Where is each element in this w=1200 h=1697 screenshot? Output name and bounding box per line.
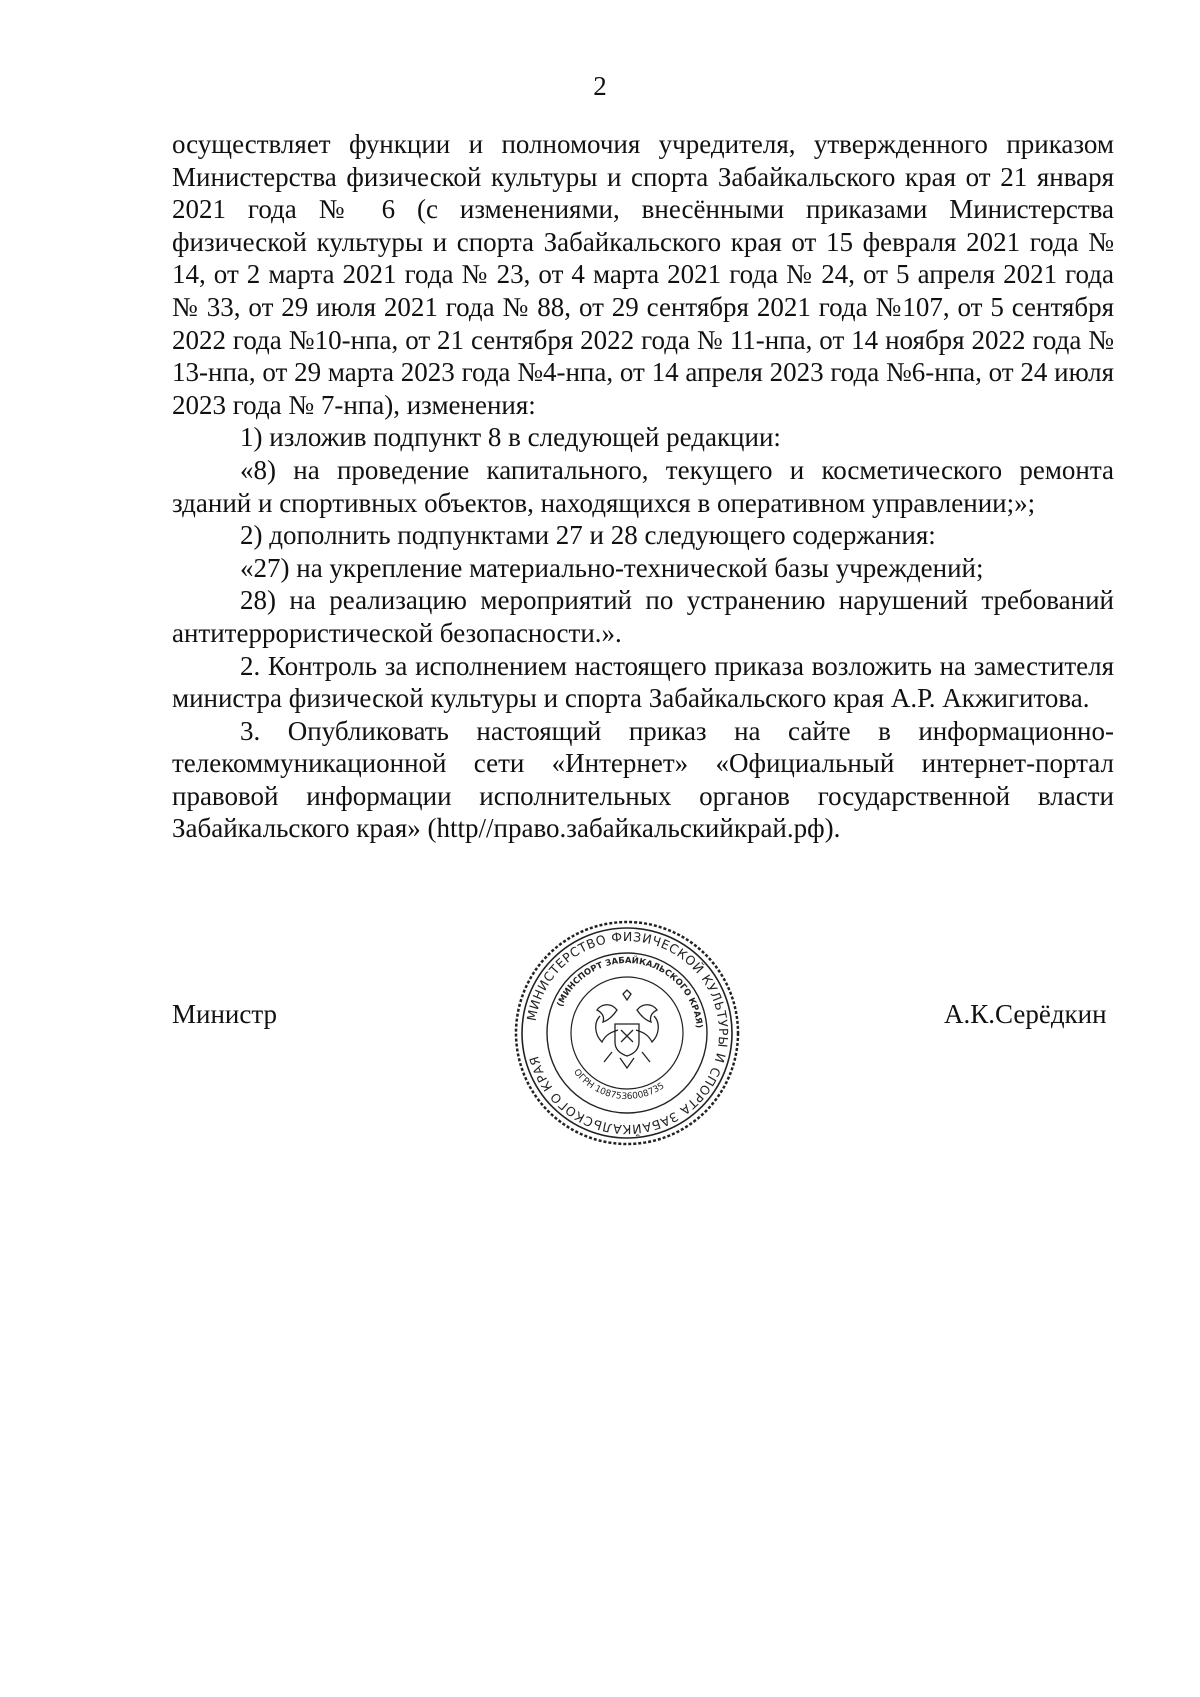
paragraph-point-3: 3. Опубликовать настоящий приказ на сайте в информационно-телекоммуникационной сети «Интернет» «Официальный интернет-портал правовой информации исполнительных органов государственной власти Забайкальского края» (http//право.забайкальскийкрай.рф).	[172, 715, 1114, 844]
paragraph-intro: осуществляет функции и полномочия учредителя, утвержденного приказом Министерства физической культуры и спорта Забайкальского края от 21 января 2021 года № 6 (с изменениями, внесёнными приказами Министерства физической культуры и спорта Забайкальского края от 15 февраля 2021 года № 14, от 2 марта 2021 года № 23, от 4 марта 2021 года № 24, от 5 апреля 2021 года № 33, от 29 июля 2021 года № 88, от 29 сентября 2021 года №107, от 5 сентября 2022 года №10-нпа, от 21 сентября 2022 года № 11-нпа, от 14 ноября 2022 года № 13-нпа, от 29 марта 2023 года №4-нпа, от 14 апреля 2023 года №6-нпа, от 24 июля 2023 года № 7-нпа), изменения:	[172, 129, 1114, 420]
seal-ogrn-text: ОГРН 1087536008735	[571, 1067, 667, 1103]
paragraph-item-1: 1) изложив подпункт 8 в следующей редакции:	[240, 422, 781, 453]
seal-rings	[516, 922, 738, 1144]
paragraph-point-2: 2. Контроль за исполнением настоящего приказа возложить на заместителя министра физической культуры и спорта Забайкальского края А.Р. Акжигитова.	[172, 650, 1114, 714]
seal-outer-text: МИНИСТЕРСТВО ФИЗИЧЕСКОЙ КУЛЬТУРЫ И СПОРТА ЗАБАЙКАЛЬСКОГО КРАЯ	[523, 928, 732, 1138]
page-number: 2	[593, 71, 607, 101]
signatory-name: А.К.Серёдкин	[944, 999, 1107, 1029]
coat-of-arms-icon	[596, 990, 659, 1068]
paragraph-subitem-28: 28) на реализацию мероприятий по устранению нарушений требований антитеррористической безопасности.».	[172, 585, 1114, 648]
paragraph-subitem-27: «27) на укрепление материально-технической базы учреждений;	[240, 552, 984, 583]
paragraph-subitem-8: «8) на проведение капитального, текущего и косметического ремонта зданий и спортивных объектов, находящихся в оперативном управлении;»;	[172, 454, 1114, 518]
signatory-position: Министр	[172, 999, 277, 1029]
seal-inner-text: (МИНСПОРТ ЗАБАЙКАЛЬСКОГО КРАЯ)	[555, 955, 704, 1029]
official-seal	[512, 918, 742, 1148]
document-body	[172, 128, 1114, 845]
paragraph-item-2: 2) дополнить подпунктами 27 и 28 следующего содержания:	[240, 520, 936, 551]
